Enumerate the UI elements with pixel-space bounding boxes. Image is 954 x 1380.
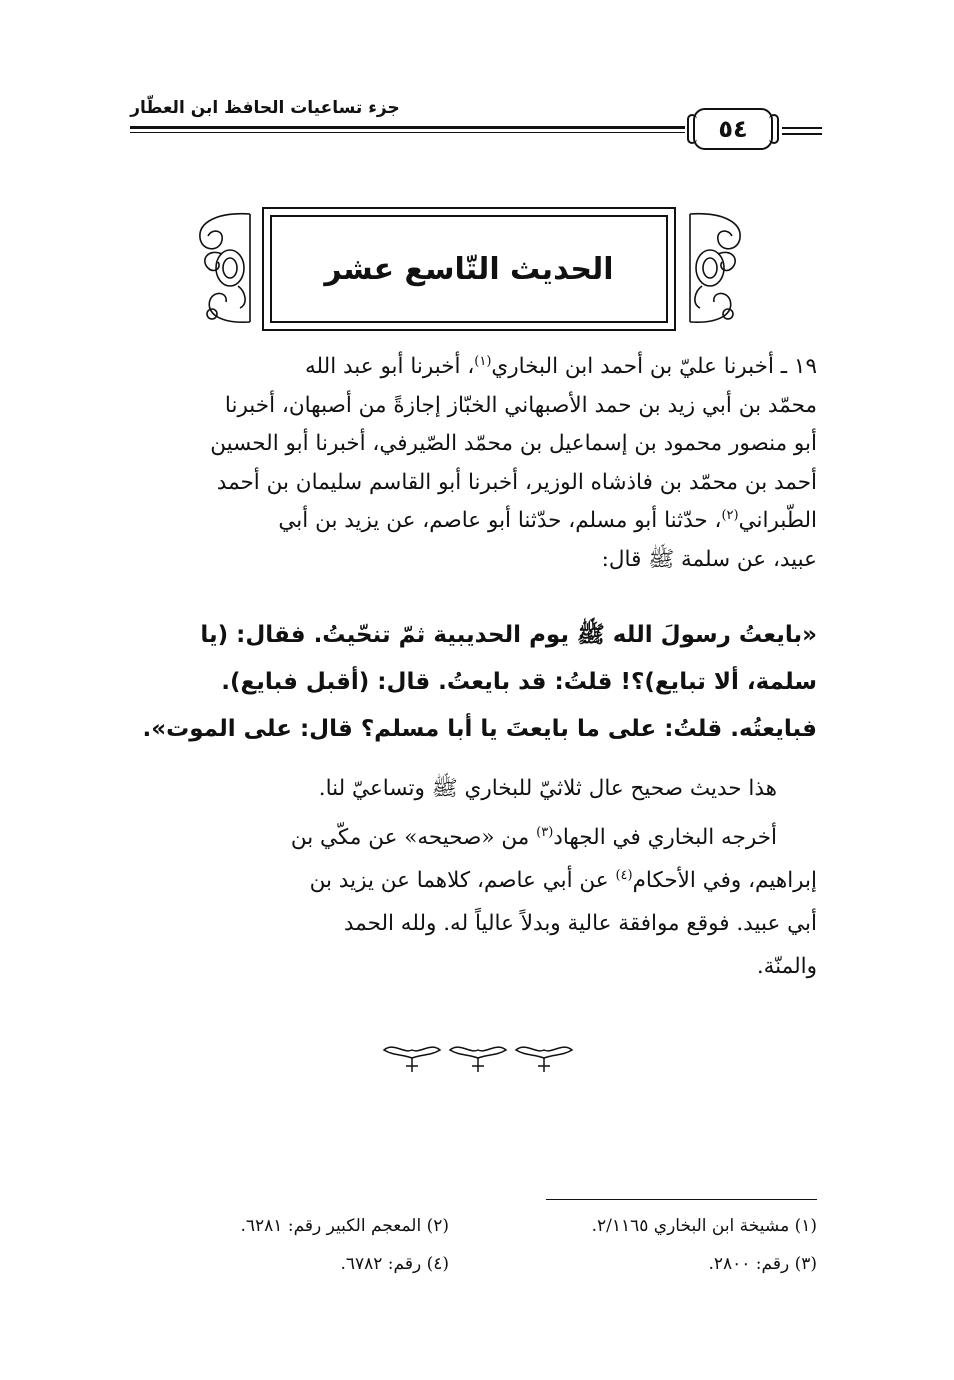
- commentary-paragraph-1: [132, 768, 817, 810]
- running-title: جزء تساعيات الحافظ ابن العطّار: [130, 98, 400, 118]
- header-side-lines: [782, 127, 822, 135]
- title-frame: [262, 207, 676, 331]
- isnad-line: أبو منصور محمود بن إسماعيل بن محمّد الصّيرفي، أخبرنا أبو الحسين: [210, 431, 817, 456]
- isnad-text: الطّبراني: [738, 508, 817, 533]
- commentary-line: والمنّة.: [756, 954, 817, 979]
- commentary-paragraph-2: [132, 816, 817, 988]
- commentary-line: أبي عبيد. فوقع موافقة عالية وبدلاً عالياً له. ولله الحمد: [343, 911, 817, 936]
- commentary-text: عن أبي عاصم، كلاهما عن يزيد بن: [309, 868, 616, 893]
- hadith-line: فبايعتُه. قلتُ: على ما بايعتَ يا أبا مسلم؟ قال: على الموت».: [142, 716, 817, 742]
- page-number: ٥٤: [693, 108, 773, 150]
- isnad-line: [132, 502, 817, 541]
- footnote-ref[interactable]: (٤): [615, 867, 633, 883]
- fleuron-icon: [516, 1047, 572, 1072]
- section-end-ornaments: [380, 1040, 575, 1076]
- footnote-rule: [546, 1199, 817, 1200]
- commentary-line: [132, 816, 817, 859]
- footnote-3: (٣) رقم: ٢٨٠٠.: [708, 1254, 817, 1274]
- fleuron-icon: [450, 1047, 506, 1072]
- hadith-title: الحديث التّاسع عشر: [270, 215, 668, 323]
- commentary-line: [132, 859, 817, 902]
- footnote-2: (٢) المعجم الكبير رقم: ٦٢٨١.: [240, 1216, 449, 1236]
- left-floral-ornament-icon: [188, 208, 258, 328]
- right-floral-ornament-icon: [682, 208, 752, 328]
- isnad-text: ، حدّثنا أبو مسلم، حدّثنا أبو عاصم، عن يزيد بن أبي: [278, 508, 722, 533]
- isnad-paragraph: [132, 348, 817, 579]
- commentary-text: إبراهيم، وفي الأحكام: [632, 868, 817, 893]
- isnad-line: محمّد بن أبي زيد بن حمد الأصبهاني الخبّاز إجازةً من أصبهان، أخبرنا: [224, 392, 817, 418]
- isnad-line: عبيد، عن سلمة ﷺ قال:: [601, 546, 817, 572]
- isnad-line: [132, 348, 817, 387]
- commentary-line: هذا حديث صحيح عال ثلاثيّ للبخاري ﷺ وتساعيّ لنا.: [318, 776, 777, 801]
- commentary-text: من «صحيحه» عن مكّي بن: [290, 825, 537, 850]
- hadith-line: سلمة، ألا تبايع)؟! قلتُ: قد بايعتُ. قال: (أقبل فبايع).: [221, 669, 817, 695]
- isnad-text: ، أخبرنا أبو عبد الله: [305, 354, 475, 379]
- hadith-matn: [132, 612, 817, 753]
- footnote-1: (١) مشيخة ابن البخاري ٢/١١٦٥.: [591, 1216, 817, 1236]
- hadith-line: «بايعتُ رسولَ الله ﷺ يوم الحديبية ثمّ تنحّيتُ. فقال: (يا: [200, 622, 817, 648]
- footnote-ref[interactable]: (٢): [721, 507, 739, 523]
- isnad-text: ١٩ ـ أخبرنا عليّ بن أحمد ابن البخاري: [491, 354, 817, 379]
- footnote-ref[interactable]: (٣): [536, 824, 554, 840]
- footnote-4: (٤) رقم: ٦٧٨٢.: [340, 1254, 449, 1274]
- header-rule: [130, 126, 685, 133]
- commentary-text: أخرجه البخاري في الجهاد: [553, 825, 777, 850]
- isnad-line: أحمد بن محمّد بن فاذشاه الوزير، أخبرنا أبو القاسم سليمان بن أحمد: [216, 469, 817, 495]
- fleuron-icon: [384, 1047, 440, 1072]
- footnote-ref[interactable]: (١): [474, 353, 492, 369]
